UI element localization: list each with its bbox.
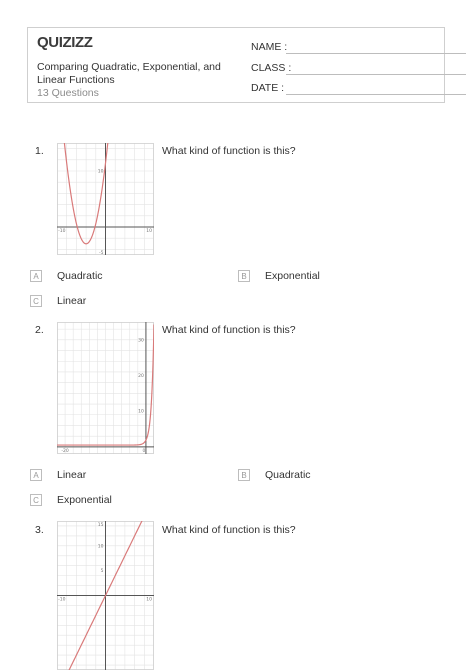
option-letter: B bbox=[238, 270, 250, 282]
question-count: 13 Questions bbox=[37, 87, 99, 99]
tick-label: 10 bbox=[146, 597, 153, 603]
tick-label: 10 bbox=[146, 229, 153, 234]
option-quadratic[interactable]: Quadratic bbox=[57, 270, 103, 282]
tick-label: -5 bbox=[99, 251, 104, 255]
question-number: 1. bbox=[35, 145, 44, 157]
tick-label: -10 bbox=[58, 597, 66, 603]
class-line bbox=[286, 74, 466, 75]
option-exponential[interactable]: Exponential bbox=[57, 494, 112, 506]
worksheet-title: Comparing Quadratic, Exponential, and Linear Functions bbox=[37, 61, 221, 86]
date-line bbox=[286, 94, 466, 95]
option-letter: A bbox=[30, 469, 42, 481]
option-linear[interactable]: Linear bbox=[57, 469, 87, 481]
question-number: 2. bbox=[35, 324, 44, 336]
class-label: CLASS : bbox=[251, 62, 292, 74]
tick-label: -10 bbox=[58, 229, 66, 234]
option-quadratic[interactable]: Quadratic bbox=[265, 469, 311, 481]
tick-label: 10 bbox=[97, 169, 104, 175]
option-letter: C bbox=[30, 295, 42, 307]
tick-label: 5 bbox=[100, 569, 104, 575]
tick-label: 30 bbox=[138, 338, 144, 344]
question-number: 3. bbox=[35, 524, 44, 536]
quadratic-graph bbox=[57, 143, 154, 255]
tick-label: -20 bbox=[61, 448, 69, 454]
option-letter: A bbox=[30, 270, 42, 282]
worksheet-header bbox=[27, 27, 445, 103]
tick-label: 10 bbox=[138, 409, 144, 415]
option-exponential[interactable]: Exponential bbox=[265, 270, 320, 282]
question-text: What kind of function is this? bbox=[162, 324, 296, 336]
exponential-graph bbox=[57, 322, 154, 454]
option-letter: C bbox=[30, 494, 42, 506]
linear-graph bbox=[57, 521, 154, 670]
name-label: NAME : bbox=[251, 41, 288, 53]
quizizz-logo: QUIZIZZ bbox=[37, 34, 93, 51]
question-text: What kind of function is this? bbox=[162, 145, 296, 157]
date-label: DATE : bbox=[251, 82, 285, 94]
tick-label: 0 bbox=[142, 448, 146, 454]
name-line bbox=[286, 53, 466, 54]
option-letter: B bbox=[238, 469, 250, 481]
tick-label: 20 bbox=[138, 374, 144, 380]
tick-label: 15 bbox=[97, 523, 104, 528]
option-linear[interactable]: Linear bbox=[57, 295, 87, 307]
question-text: What kind of function is this? bbox=[162, 524, 296, 536]
tick-label: 10 bbox=[97, 544, 104, 550]
